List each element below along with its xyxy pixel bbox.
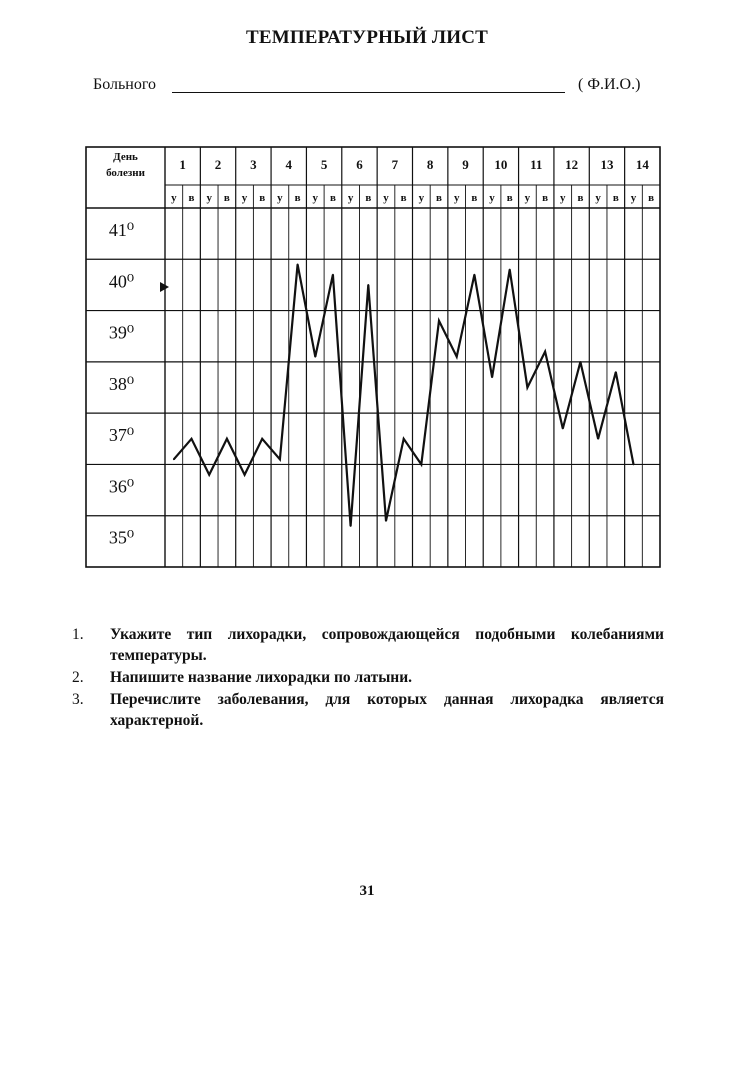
period-label-evening: в — [365, 192, 372, 204]
temperature-point — [208, 474, 210, 476]
day-label: 10 — [494, 157, 508, 172]
fio-label: ( Ф.И.О.) — [578, 76, 641, 93]
question-text: Напишите название лихорадки по латыни. — [110, 669, 413, 686]
period-label-evening: в — [471, 192, 478, 204]
page-title: ТЕМПЕРАТУРНЫЙ ЛИСТ — [245, 27, 489, 48]
y-tick-label: 40⁰ — [108, 271, 135, 292]
period-label-morning: у — [560, 192, 566, 204]
temperature-point — [314, 356, 316, 358]
question-item — [72, 624, 664, 666]
period-label-morning: у — [595, 192, 601, 204]
questions-list — [72, 624, 664, 732]
temperature-point — [191, 438, 193, 440]
period-label-evening: в — [329, 192, 336, 204]
temperature-point — [544, 351, 546, 353]
y-tick-label: 36⁰ — [108, 476, 135, 497]
period-label-morning: у — [489, 192, 495, 204]
period-label-morning: у — [241, 192, 248, 204]
period-label-morning: у — [524, 192, 531, 204]
period-label-morning: у — [312, 192, 319, 204]
period-label-morning: у — [630, 192, 637, 204]
period-label-morning: у — [347, 192, 354, 204]
temperature-point — [420, 464, 422, 466]
temperature-point — [403, 438, 405, 440]
period-label-morning: у — [418, 192, 425, 204]
temperature-line — [174, 264, 634, 526]
period-label-morning: у — [171, 192, 177, 204]
period-label-evening: в — [612, 192, 619, 204]
period-label-evening: в — [400, 192, 407, 204]
question-text: Укажите тип лихорадки, сопровождающейся подобными колебаниями температуры. — [110, 626, 664, 664]
page-number: 31 — [359, 883, 375, 899]
question-text: Перечислите заболевания, для которых данная лихорадка является характерной. — [110, 691, 664, 729]
temperature-point — [580, 361, 582, 363]
temperature-point — [350, 525, 352, 527]
day-label: 11 — [530, 157, 543, 172]
temperature-point — [473, 274, 475, 276]
question-number: 1. — [72, 626, 84, 643]
period-label-morning: у — [206, 192, 212, 204]
day-label: 1 — [179, 157, 186, 172]
day-label: 6 — [356, 157, 363, 172]
day-label: 13 — [600, 157, 614, 172]
temperature-point — [279, 458, 281, 460]
day-label: 2 — [214, 157, 222, 172]
corner-header-line: болезни — [106, 167, 145, 179]
period-label-evening: в — [188, 192, 195, 204]
period-label-evening: в — [542, 192, 549, 204]
question-item — [72, 689, 664, 731]
day-label: 3 — [250, 157, 257, 172]
day-label: 9 — [462, 157, 469, 172]
temperature-point — [509, 269, 511, 271]
period-label-evening: в — [259, 192, 266, 204]
day-label: 7 — [391, 157, 399, 172]
y-tick-label: 41⁰ — [108, 220, 135, 240]
temperature-point — [597, 438, 599, 440]
period-label-evening: в — [294, 192, 301, 204]
day-label: 12 — [565, 157, 579, 172]
temperature-point — [173, 458, 175, 460]
period-label-morning: у — [277, 192, 283, 204]
period-label-evening: в — [577, 192, 584, 204]
period-label-morning: у — [383, 192, 389, 204]
temperature-point — [385, 520, 387, 522]
temperature-point — [261, 438, 263, 440]
temperature-point — [562, 428, 564, 430]
day-label: 14 — [635, 157, 649, 172]
temperature-point — [527, 387, 529, 389]
period-label-evening: в — [223, 192, 230, 204]
temperature-point — [367, 284, 369, 286]
corner-header-line: День — [113, 151, 138, 163]
day-label: 5 — [320, 157, 328, 172]
day-label: 8 — [426, 157, 434, 172]
temperature-point — [226, 438, 228, 440]
y-tick-label: 35⁰ — [108, 527, 135, 548]
temperature-point — [615, 371, 617, 373]
temperature-point — [633, 464, 635, 466]
patient-label: Больного — [93, 76, 156, 93]
temperature-point — [456, 356, 458, 358]
temperature-point — [332, 274, 334, 276]
period-label-morning: у — [453, 192, 460, 204]
y-tick-label: 37⁰ — [108, 425, 135, 446]
temperature-point — [244, 474, 246, 476]
question-number: 2. — [72, 669, 84, 686]
temperature-point — [491, 376, 493, 378]
period-label-evening: в — [436, 192, 442, 204]
temperature-point — [438, 320, 440, 322]
question-item — [72, 667, 664, 688]
question-number: 3. — [72, 691, 84, 708]
period-label-evening: в — [506, 192, 513, 204]
day-label: 4 — [285, 157, 292, 172]
temperature-point — [297, 264, 299, 266]
y-tick-label: 38⁰ — [108, 373, 135, 394]
period-label-evening: в — [648, 192, 655, 204]
y-tick-label: 39⁰ — [108, 322, 135, 343]
